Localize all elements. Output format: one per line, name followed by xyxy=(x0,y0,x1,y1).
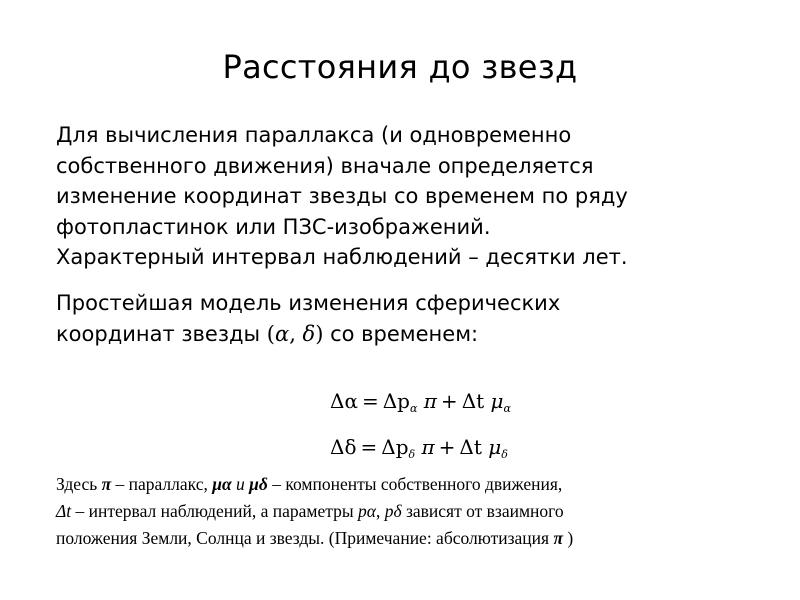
text-fragment: Здесь xyxy=(56,474,102,494)
paragraph-line xyxy=(56,319,756,350)
formula-lhs: Δδ xyxy=(330,435,357,459)
subscript: α xyxy=(409,402,418,415)
subscript: δ xyxy=(501,448,508,461)
slide-title: Расстояния до звезд xyxy=(222,48,578,86)
equals-sign: = xyxy=(361,389,379,413)
p-delta-symbol: pδ xyxy=(384,501,402,521)
formula-term: Δt xyxy=(459,435,482,459)
formula-term: Δp xyxy=(382,389,410,413)
alpha-symbol: α xyxy=(275,321,290,346)
plus-sign: + xyxy=(440,389,458,413)
text-fragment: и xyxy=(231,474,250,494)
text-fragment: ) xyxy=(563,528,574,548)
formula-lhs: Δα xyxy=(330,389,358,413)
paragraph-model xyxy=(56,288,756,349)
text-fragment: положения Земли, Солнца и звезды. (Примечание: абсолютизация xyxy=(56,528,554,548)
delta-symbol: δ xyxy=(302,321,316,346)
text-fragment: – интервал наблюдений, а параметры xyxy=(71,501,359,521)
equals-sign: = xyxy=(360,435,378,459)
comma: , xyxy=(289,321,303,346)
paragraph-line: собственного движения) вначале определяется xyxy=(56,153,594,178)
pi-symbol: π xyxy=(421,435,435,459)
paragraph-line: Простейшая модель изменения сферических xyxy=(56,291,561,315)
paragraph-line: Характерный интервал наблюдений – десятки лет. xyxy=(56,245,628,269)
paragraph-line: изменение координат звезды со временем по ряду xyxy=(56,184,628,208)
footnote-line xyxy=(56,525,756,552)
text-fragment: , xyxy=(375,501,385,521)
formula-term: Δp xyxy=(381,435,409,459)
mu-alpha-symbol: μα xyxy=(212,474,232,494)
paragraph-line: фотопластинок или ПЗС-изображений. xyxy=(56,214,491,239)
mu-symbol: μ xyxy=(490,389,504,413)
subscript: α xyxy=(503,402,511,415)
text-fragment: зависят от взаимного xyxy=(401,501,564,521)
formula-alpha xyxy=(330,382,511,428)
formula-term: Δt xyxy=(461,389,485,413)
text-fragment: – компоненты собственного движения, xyxy=(267,474,563,494)
footnote-line xyxy=(56,498,756,525)
paren: ) xyxy=(315,321,324,346)
subscript: δ xyxy=(408,448,416,461)
delta-t-symbol: Δt xyxy=(56,501,72,521)
pi-symbol: π xyxy=(101,474,112,494)
mu-symbol: μ xyxy=(488,435,502,459)
plus-sign: + xyxy=(438,435,456,459)
paragraph-line: Для вычисления параллакса (и одновременно xyxy=(56,123,572,147)
text-fragment: со временем: xyxy=(323,321,479,346)
formula-block xyxy=(330,382,511,474)
formula-delta xyxy=(330,428,511,474)
footnote-line xyxy=(56,471,756,498)
pi-symbol: π xyxy=(553,528,564,548)
mu-delta-symbol: μδ xyxy=(249,474,268,494)
paren: ( xyxy=(266,321,275,346)
text-fragment: – параллакс, xyxy=(111,474,213,494)
text-fragment: координат звезды xyxy=(56,321,267,346)
pi-symbol: π xyxy=(423,389,437,413)
paragraph-method xyxy=(56,120,756,273)
p-alpha-symbol: pα xyxy=(358,501,376,521)
footnote xyxy=(56,471,756,552)
